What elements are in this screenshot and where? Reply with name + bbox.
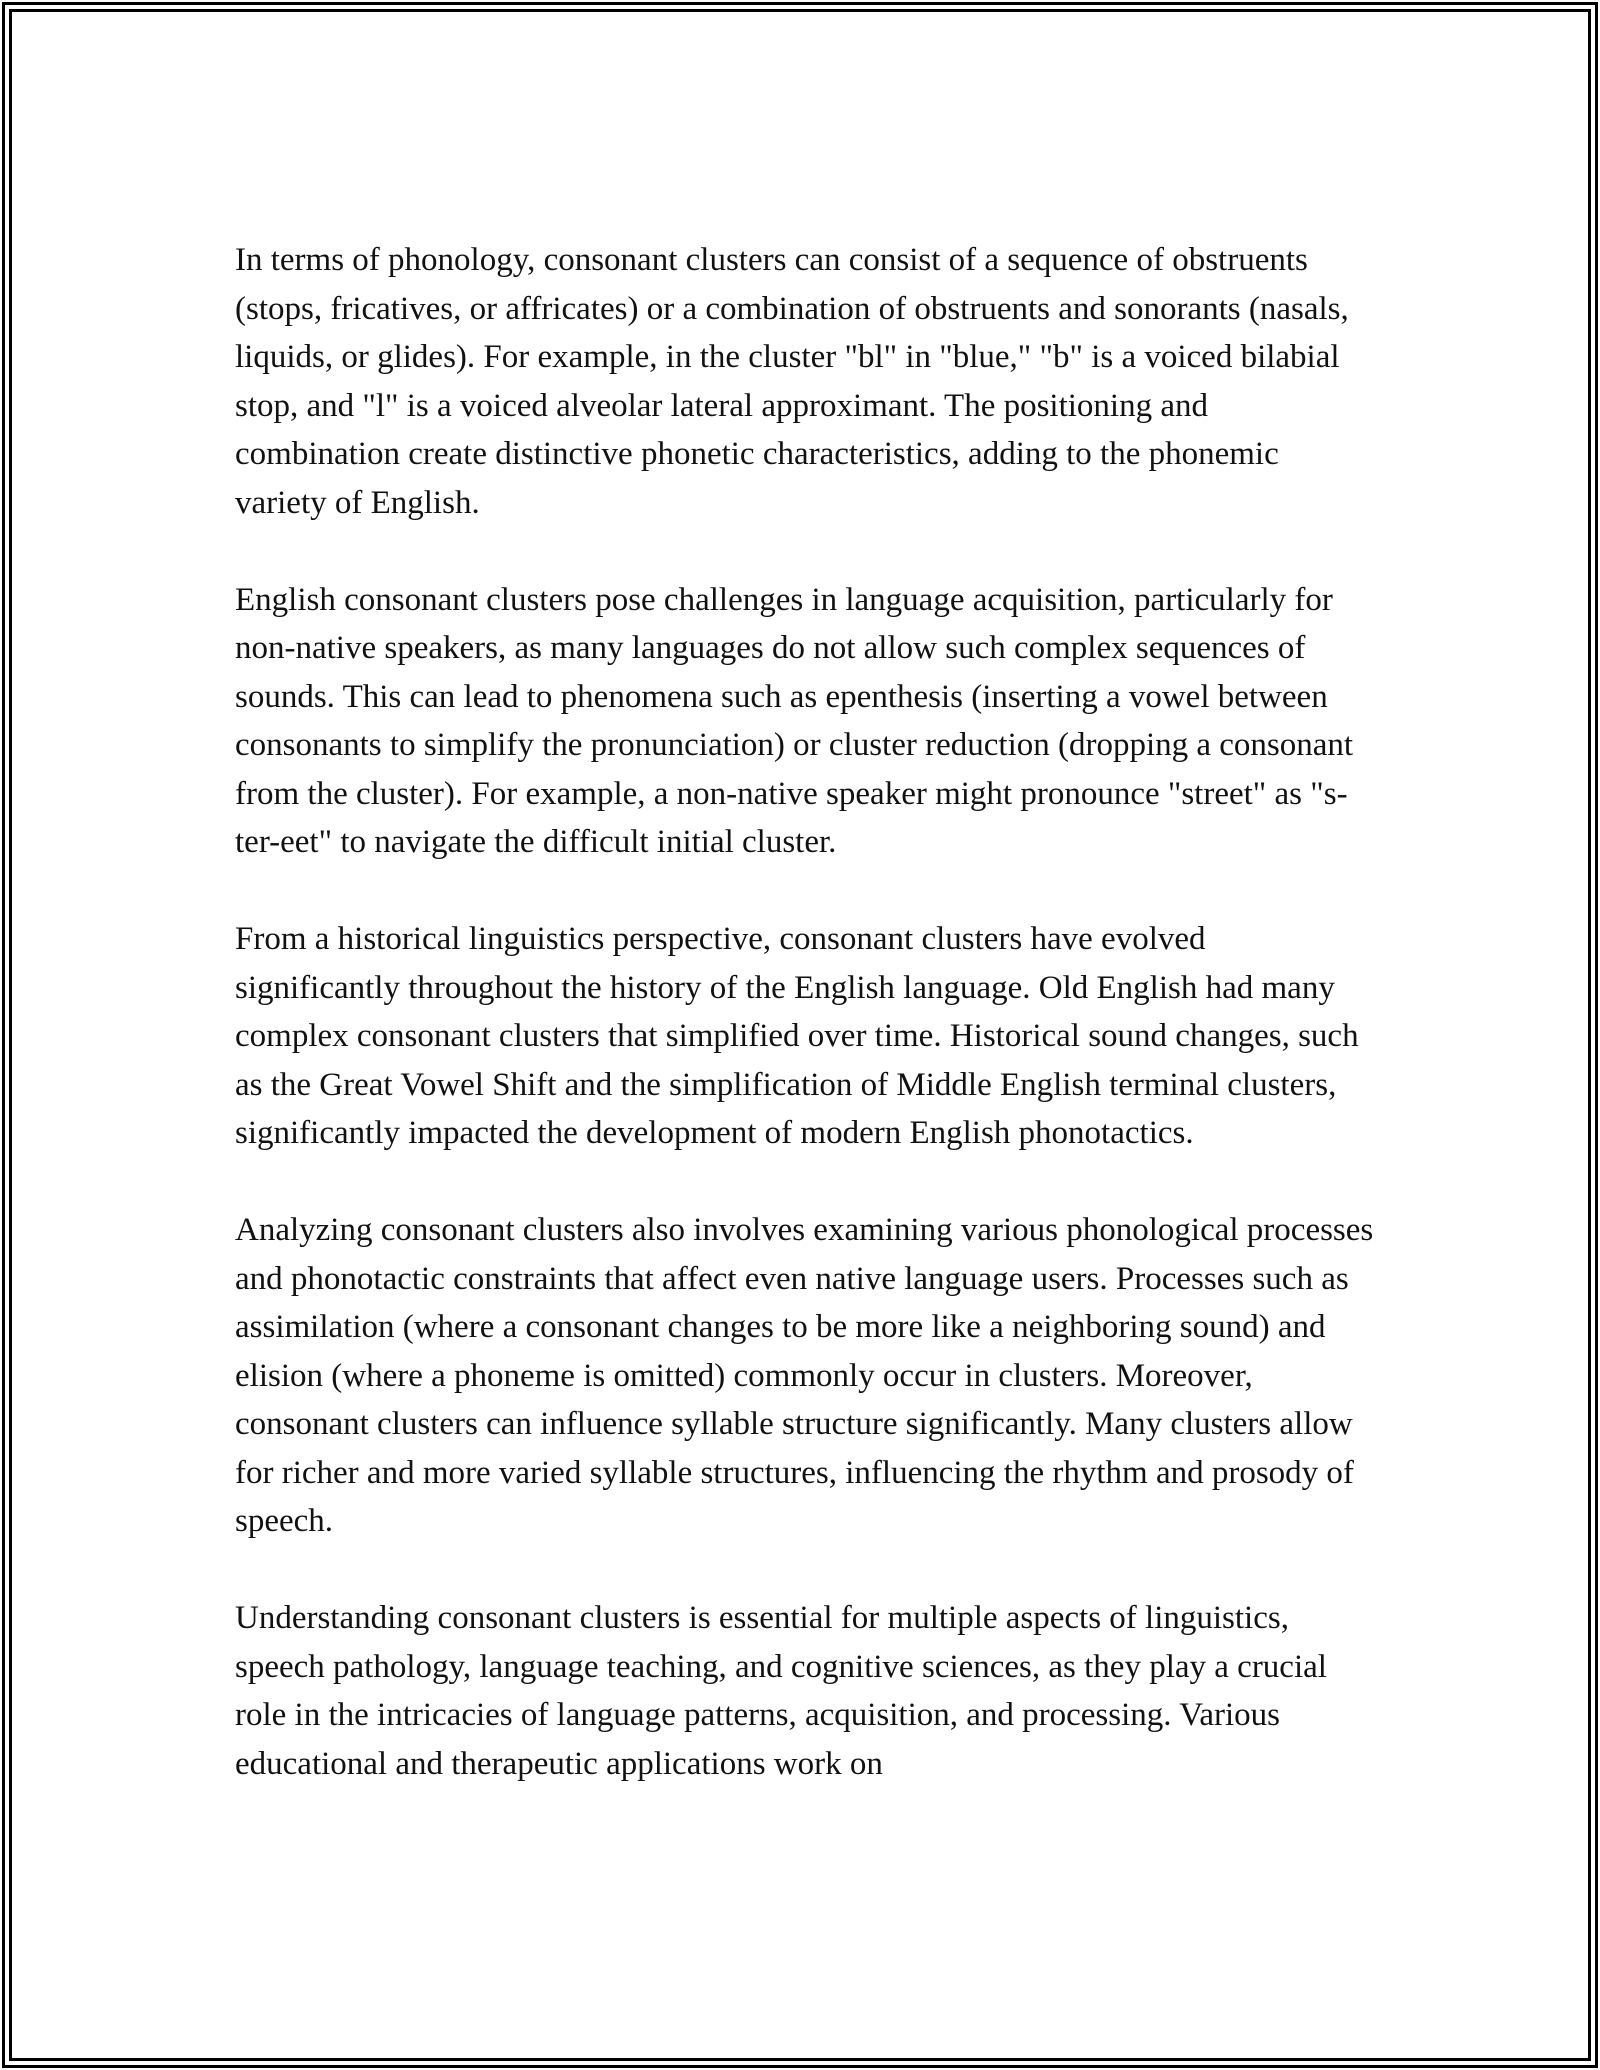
paragraph-language-acquisition: English consonant clusters pose challenges in language acquisition, particularly for non-native speakers, as many languages do not allow such complex sequences of sounds. This can lead to phenomena such as epenthesis (inserting a vowel between consonants to simplify the pronunciation) or cluster reduction (dropping a consonant from the cluster). For example, a non-native speaker might pronounce "street" as "s-ter-eet" to navigate the difficult initial cluster.: [235, 581, 1354, 860]
paragraph-phonology: In terms of phonology, consonant clusters can consist of a sequence of obstruents (stops, fricatives, or affricates) or a combination of obstruents and sonorants (nasals, liquids, or glides). For example, in the cluster "bl" in "blue," "b" is a voiced bilabial stop, and "l" is a voiced alveolar lateral approximant. The positioning and combination create distinctive phonetic characteristics, adding to the phonemic variety of English.: [235, 242, 1349, 521]
paragraph-historical-linguistics: From a historical linguistics perspective, consonant clusters have evolved significantly throughout the history of the English language. Old English had many complex consonant clusters that simplified over time. Historical sound changes, such as the Great Vowel Shift and the simplification of Middle English terminal clusters, significantly impacted the development of modern English phonotactics.: [235, 921, 1359, 1151]
paragraph-applications: Understanding consonant clusters is essential for multiple aspects of linguistics, speech pathology, language teaching, and cognitive sciences, as they play a crucial role in the intricacies of language patterns, acquisition, and processing. Various educational and therapeutic applications work on: [235, 1600, 1327, 1782]
document-body: [235, 236, 1375, 1837]
paragraph-phonological-processes: Analyzing consonant clusters also involves examining various phonological processes and phonotactic constraints that affect even native language users. Processes such as assimilation (where a consonant changes to be more like a neighboring sound) and elision (where a phoneme is omitted) commonly occur in clusters. Moreover, consonant clusters can influence syllable structure significantly. Many clusters allow for richer and more varied syllable structures, influencing the rhythm and prosody of speech.: [235, 1212, 1374, 1539]
